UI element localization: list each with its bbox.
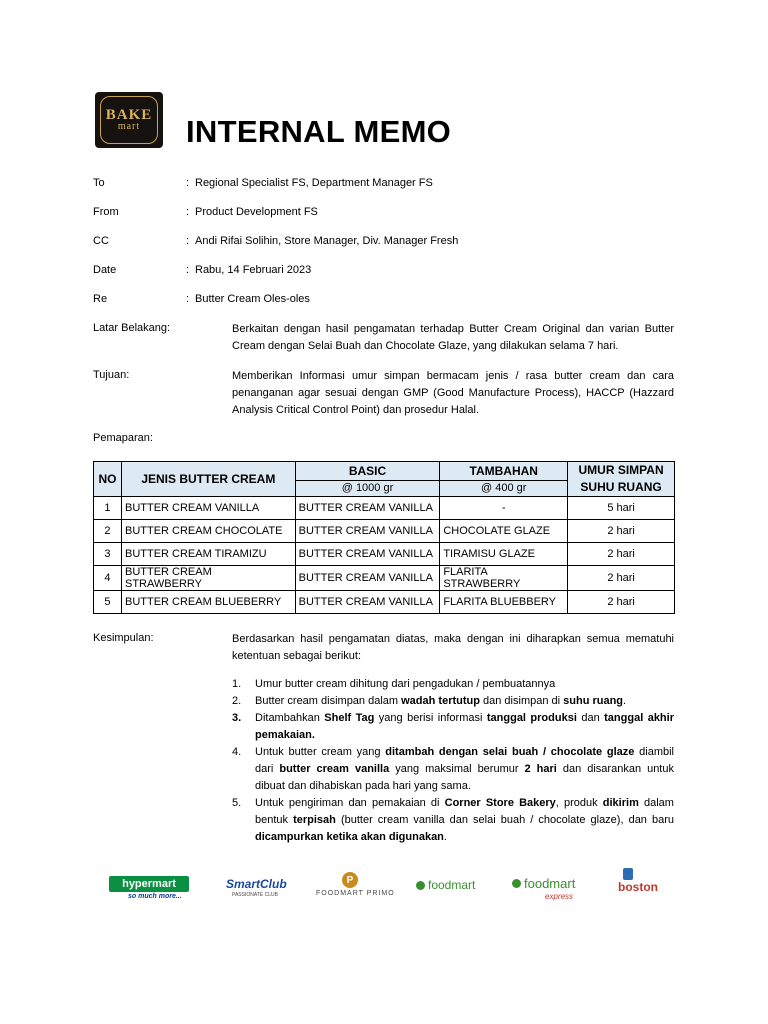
col-umur-line2: SUHU RUANG: [580, 480, 662, 494]
list-item: [232, 795, 674, 846]
list-text: (butter cream vanilla dan selai buah / chocolate glaze), dan baru: [335, 814, 674, 826]
list-text: Untuk butter cream yang: [255, 746, 386, 758]
kesimpulan-list: [232, 676, 674, 846]
col-tambahan: TAMBAHAN: [440, 462, 568, 481]
list-text: dan: [576, 712, 605, 724]
cell-basic: BUTTER CREAM VANILLA: [295, 497, 440, 520]
kesimpulan-label: Kesimpulan:: [93, 632, 154, 644]
cell-tambahan: FLARITA BLUEBBERY: [440, 591, 568, 614]
cell-umur: 5 hari: [568, 497, 675, 520]
list-text: .: [623, 695, 627, 707]
foodmart-express-logo: [512, 876, 575, 891]
header-value: Regional Specialist FS, Department Manager FS: [195, 177, 433, 189]
list-bold: terpisah: [293, 814, 336, 826]
cell-jenis: BUTTER CREAM STRAWBERRY: [121, 566, 295, 591]
list-bold: suhu ruang: [563, 695, 624, 707]
logo-line2: mart: [117, 121, 141, 132]
list-text: Umur butter cream dihitung dari pengadukan / pembuatannya: [255, 678, 556, 690]
cell-umur: 2 hari: [568, 566, 675, 591]
header-value: Product Development FS: [195, 206, 318, 218]
list-text: Untuk pengiriman dan pemakaian di: [255, 797, 445, 809]
list-text: , produk: [555, 797, 603, 809]
cell-basic: BUTTER CREAM VANILLA: [295, 543, 440, 566]
table-row: [94, 566, 675, 591]
cell-tambahan: FLARITA STRAWBERRY: [440, 566, 568, 591]
cell-jenis: BUTTER CREAM VANILLA: [121, 497, 295, 520]
cell-no: 2: [94, 520, 122, 543]
cell-basic: BUTTER CREAM VANILLA: [295, 566, 440, 591]
leaf-icon: [512, 879, 521, 888]
foodmart-express-tagline: express: [545, 892, 574, 901]
cell-no: 3: [94, 543, 122, 566]
boston-icon: [623, 868, 633, 880]
smartclub-logo: SmartClub: [226, 877, 287, 891]
header-colon: :: [186, 264, 190, 276]
table-row: [94, 591, 675, 614]
list-text: dalam bentuk: [255, 797, 674, 826]
tujuan-label: Tujuan:: [93, 369, 130, 381]
memo-title: INTERNAL MEMO: [186, 114, 452, 149]
header-colon: :: [186, 177, 190, 189]
foodmart-text: foodmart: [428, 878, 476, 892]
header-colon: :: [186, 293, 190, 305]
col-no: NO: [94, 462, 122, 497]
list-text: yang berisi informasi: [374, 712, 487, 724]
header-value: Rabu, 14 Februari 2023: [195, 264, 312, 276]
list-text: dan disarankan untuk dibuat dan dihabiskan pada hari yang sama.: [255, 763, 674, 792]
list-bold: tanggal akhir pemakaian.: [255, 712, 674, 741]
header-key: Re: [93, 293, 108, 305]
col-umur: [568, 462, 675, 497]
col-basic-sub: @ 1000 gr: [295, 480, 440, 496]
list-bold: butter cream vanilla: [279, 763, 390, 775]
col-basic: BASIC: [295, 462, 440, 481]
list-number: 5.: [232, 797, 242, 809]
list-bold: 2 hari: [524, 763, 557, 775]
foodmart-primo-logo: FOODMART PRIMO: [316, 890, 395, 897]
cell-umur: 2 hari: [568, 543, 675, 566]
cell-jenis: BUTTER CREAM BLUEBERRY: [121, 591, 295, 614]
smartclub-tagline: PASSIONATE CLUB: [232, 892, 278, 898]
list-number: 3.: [232, 712, 242, 724]
foodmart-logo: [416, 878, 475, 892]
cell-no: 1: [94, 497, 122, 520]
cell-no: 4: [94, 566, 122, 591]
table-row: [94, 543, 675, 566]
cell-jenis: BUTTER CREAM TIRAMIZU: [121, 543, 295, 566]
cell-tambahan: TIRAMISU GLAZE: [440, 543, 568, 566]
cell-jenis: BUTTER CREAM CHOCOLATE: [121, 520, 295, 543]
list-text: yang maksimal berumur: [389, 763, 525, 775]
pemaparan-label: Pemaparan:: [93, 432, 153, 444]
cell-umur: 2 hari: [568, 591, 675, 614]
cell-no: 5: [94, 591, 122, 614]
cell-basic: BUTTER CREAM VANILLA: [295, 520, 440, 543]
foodmart-primo-icon: P: [342, 872, 358, 888]
boston-logo: boston: [618, 880, 658, 894]
list-item: [232, 693, 674, 710]
latar-text: Berkaitan dengan hasil pengamatan terhadap Butter Cream Original dan varian Butter Cream dengan Selai Buah dan Chocolate Glaze, yang dilakukan selama 7 hari.: [232, 323, 674, 352]
header-colon: :: [186, 206, 190, 218]
cell-tambahan: CHOCOLATE GLAZE: [440, 520, 568, 543]
header-key: From: [93, 206, 119, 218]
list-bold: ditambah dengan selai buah / chocolate glaze: [385, 746, 635, 758]
header-colon: :: [186, 235, 190, 247]
table-row: [94, 497, 675, 520]
header-key: CC: [93, 235, 109, 247]
list-number: 1.: [232, 678, 242, 690]
header-value: Butter Cream Oles-oles: [195, 293, 310, 305]
hypermart-logo: hypermart: [109, 876, 189, 892]
logo-line1: BAKE: [105, 107, 153, 123]
table-header-row: [94, 462, 675, 481]
leaf-icon: [416, 881, 425, 890]
cell-umur: 2 hari: [568, 520, 675, 543]
list-bold: wadah tertutup: [401, 695, 480, 707]
kesimpulan-intro: Berdasarkan hasil pengamatan diatas, maka dengan ini diharapkan semua mematuhi ketentuan sebagai berikut:: [232, 633, 674, 662]
list-text: Ditambahkan: [255, 712, 325, 724]
list-bold: dikirim: [602, 797, 639, 809]
col-jenis: JENIS BUTTER CREAM: [121, 462, 295, 497]
header-value: Andi Rifai Solihin, Store Manager, Div. Manager Fresh: [195, 235, 459, 247]
list-item: [232, 676, 674, 693]
list-bold: Shelf Tag: [324, 712, 375, 724]
brand-footer: [0, 870, 768, 906]
table-row: [94, 520, 675, 543]
col-tambahan-sub: @ 400 gr: [440, 480, 568, 496]
list-number: 4.: [232, 746, 242, 758]
foodmart-express-text: foodmart: [524, 876, 576, 891]
cell-basic: BUTTER CREAM VANILLA: [295, 591, 440, 614]
hypermart-tagline: so much more...: [128, 893, 182, 900]
list-bold: tanggal produksi: [486, 712, 577, 724]
butter-cream-table: [93, 461, 675, 614]
list-text: Butter cream disimpan dalam: [255, 695, 402, 707]
tujuan-text: Memberikan Informasi umur simpan bermacam jenis / rasa butter cream dan cara penanganan agar sesuai dengan GMP (Good Manufacture Process), HACCP (Hazzard Analysis Critical Control Point) dan prosedur Halal.: [232, 370, 674, 416]
bakemart-logo: [95, 92, 163, 148]
header-key: To: [93, 177, 105, 189]
list-bold: dicampurkan ketika akan digunakan: [255, 831, 444, 843]
list-bold: Corner Store Bakery: [444, 797, 556, 809]
header-key: Date: [93, 264, 117, 276]
list-text: .: [443, 831, 447, 843]
list-number: 2.: [232, 695, 242, 707]
list-item: [232, 710, 674, 744]
latar-label: Latar Belakang:: [93, 322, 171, 334]
list-text: diambil dari: [255, 746, 674, 775]
col-umur-line1: UMUR SIMPAN: [578, 463, 664, 477]
list-text: dan disimpan di: [479, 695, 564, 707]
cell-tambahan: -: [440, 497, 568, 520]
list-item: [232, 744, 674, 795]
